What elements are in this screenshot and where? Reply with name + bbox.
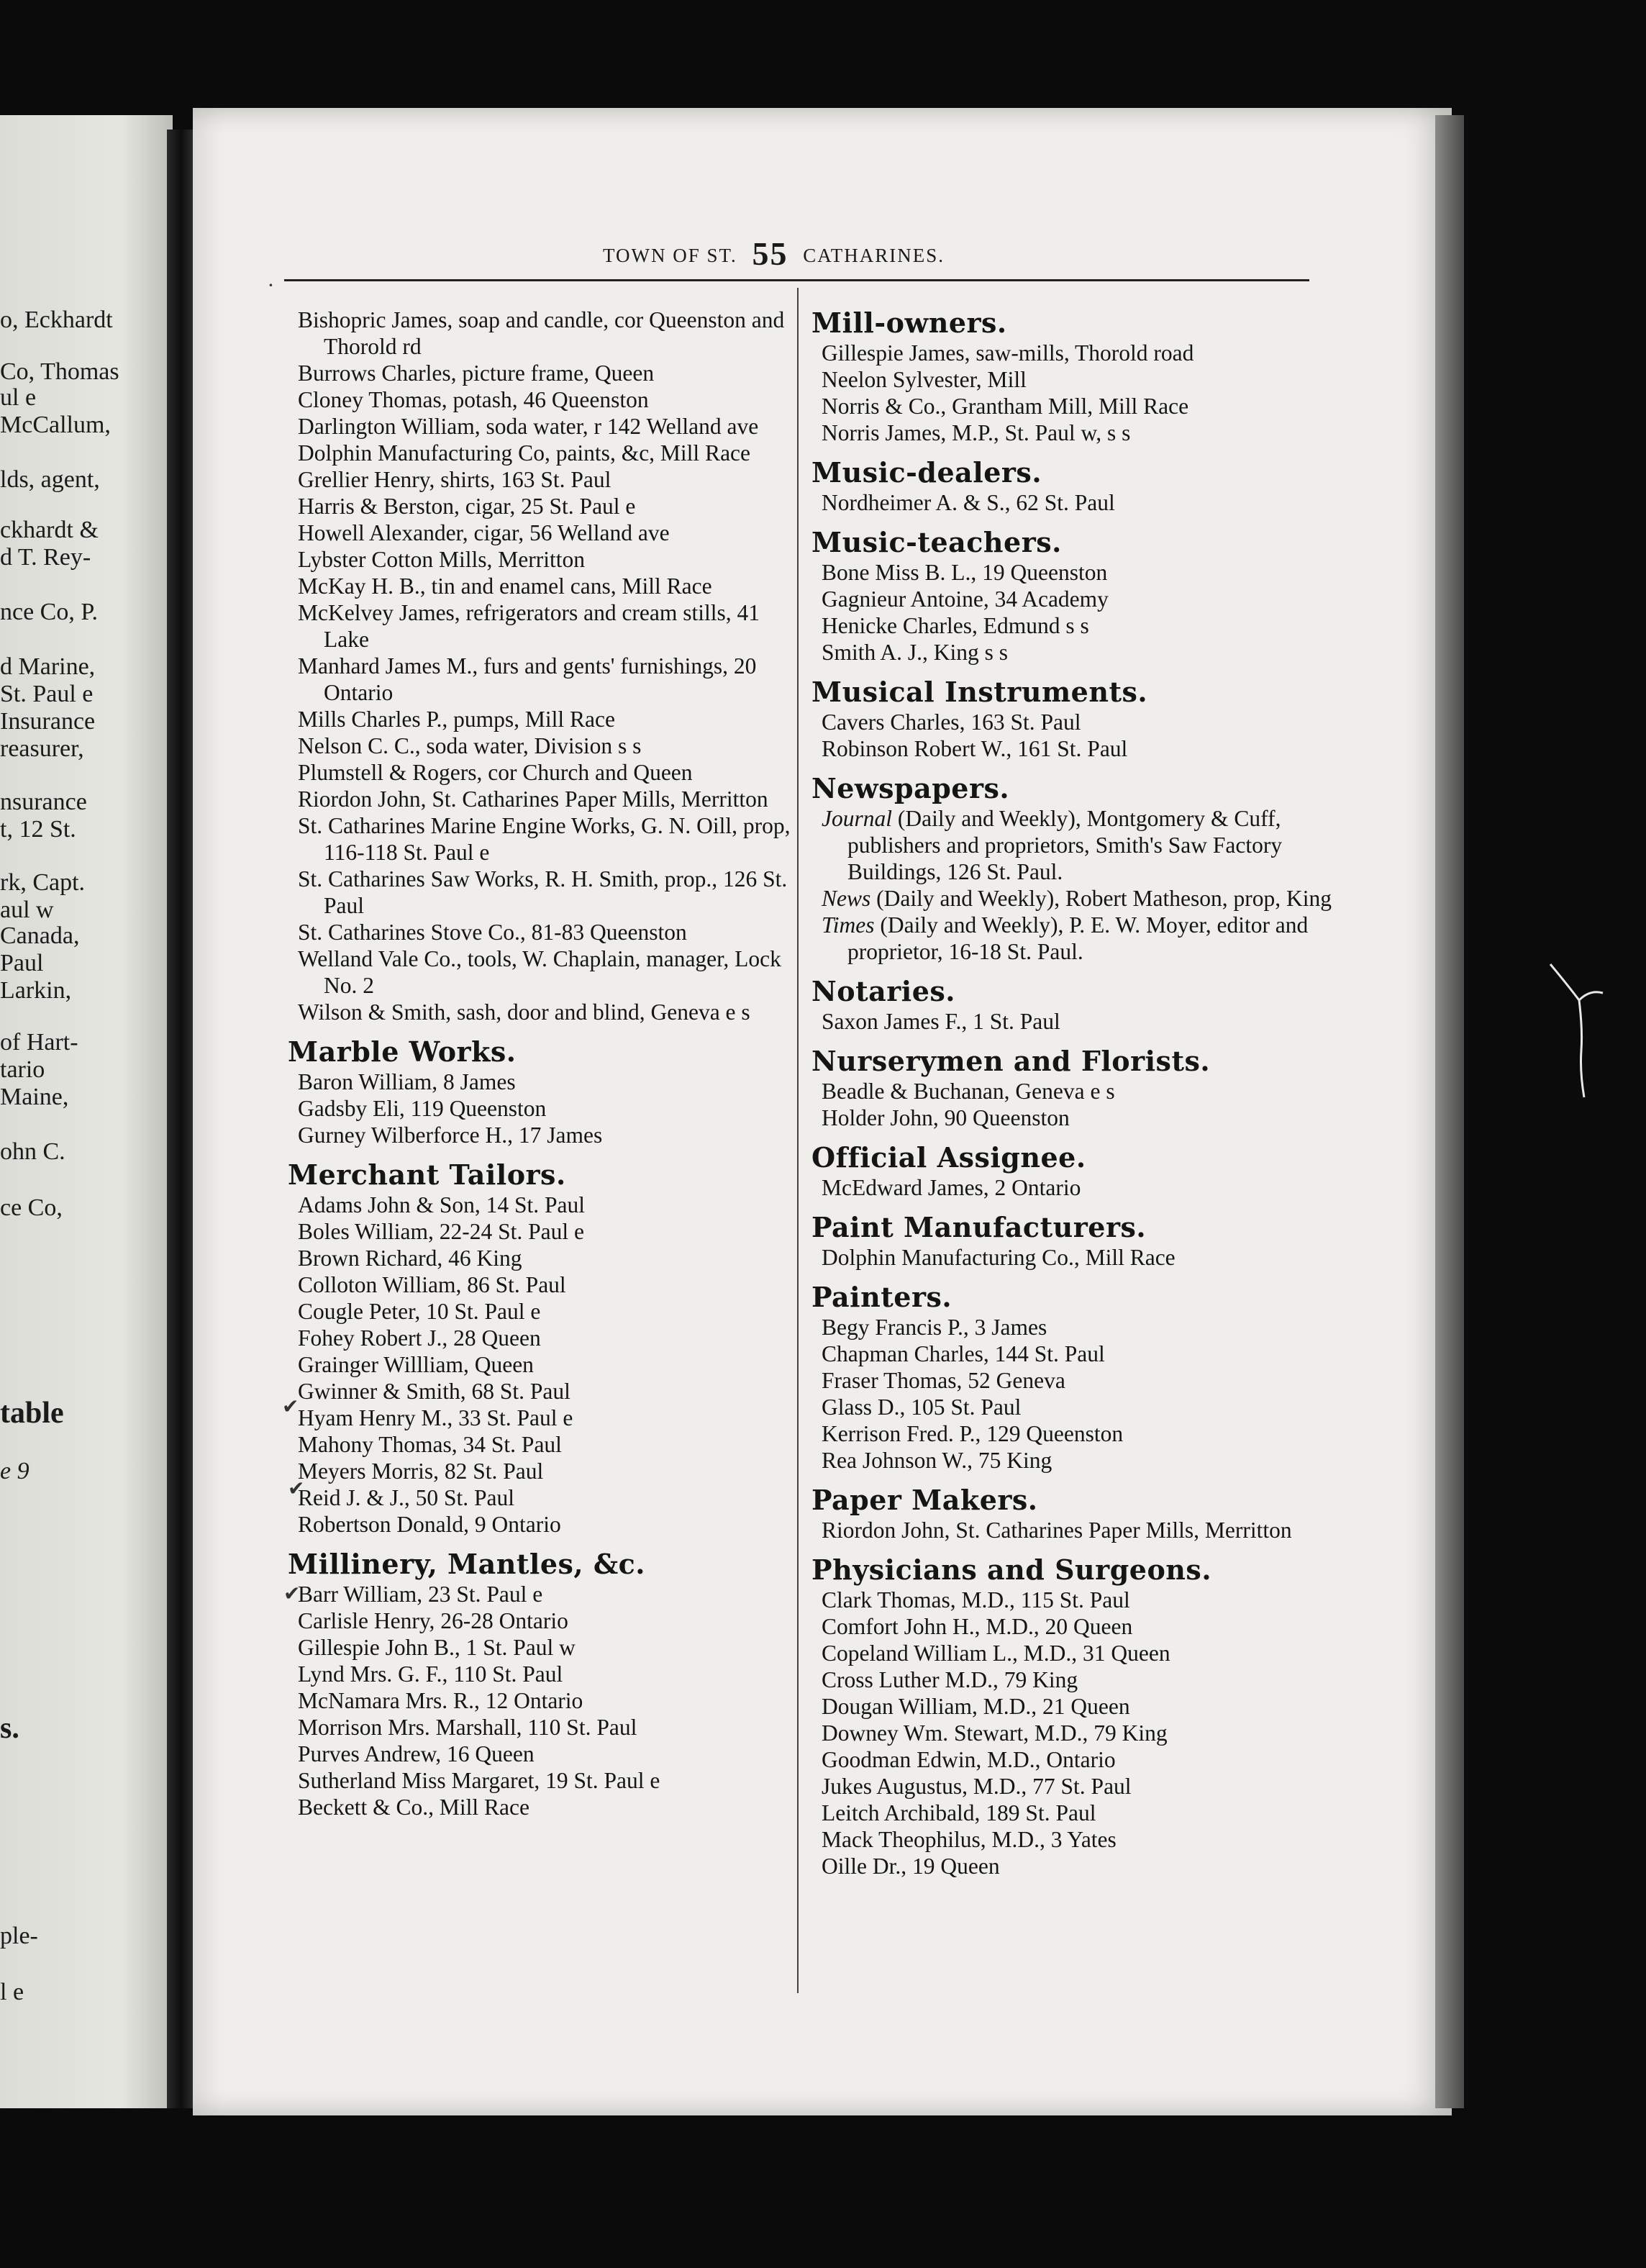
directory-entry: Barr William, 23 St. Paul e <box>298 1582 543 1607</box>
directory-entry: Darlington William, soda water, r 142 Welland ave <box>298 414 759 439</box>
facing-page-fragment: of Hart- <box>0 1029 78 1056</box>
facing-page-fragment: Canada, <box>0 922 80 949</box>
facing-page-fragment: ckhardt & <box>0 517 99 543</box>
directory-entry: Downey Wm. Stewart, M.D., 79 King <box>822 1720 1168 1746</box>
directory-entry: Glass D., 105 St. Paul <box>822 1394 1022 1420</box>
facing-page-fragment: Co, Thomas <box>0 358 119 385</box>
directory-entry: Henicke Charles, Edmund s s <box>822 613 1089 638</box>
directory-entry: Gurney Wilberforce H., 17 James <box>298 1122 603 1148</box>
section-heading: Paper Makers. <box>811 1484 1038 1516</box>
facing-page-fragment: Maine, <box>0 1084 69 1110</box>
directory-entry: Mack Theophilus, M.D., 3 Yates <box>822 1827 1117 1852</box>
directory-entry: Chapman Charles, 144 St. Paul <box>822 1341 1105 1366</box>
facing-page-fragment: t, 12 St. <box>0 816 76 843</box>
section-heading: Nurserymen and Florists. <box>811 1045 1211 1077</box>
directory-entry: Bone Miss B. L., 19 Queenston <box>822 560 1108 585</box>
section-heading: Marble Works. <box>288 1035 517 1068</box>
header-rule <box>284 279 1309 281</box>
section-heading: Painters. <box>811 1281 952 1313</box>
directory-entry: Beckett & Co., Mill Race <box>298 1795 529 1820</box>
directory-entry: Cloney Thomas, potash, 46 Queenston <box>298 387 649 412</box>
directory-entry: Harris & Berston, cigar, 25 St. Paul e <box>298 494 636 519</box>
directory-entry: Morrison Mrs. Marshall, 110 St. Paul <box>298 1715 637 1740</box>
directory-entry: Grellier Henry, shirts, 163 St. Paul <box>298 467 611 492</box>
newspaper-title: News <box>822 886 871 911</box>
facing-page-fragment: ce Co, <box>0 1194 63 1221</box>
tick-mark: ✔ <box>283 1582 301 1605</box>
directory-entry: Comfort John H., M.D., 20 Queen <box>822 1614 1133 1639</box>
directory-entry: Baron William, 8 James <box>298 1069 516 1094</box>
directory-entry: St. Catharines Marine Engine Works, G. N. Oill, prop, 116-118 St. Paul e <box>298 813 791 865</box>
section-heading: Music-dealers. <box>811 456 1042 489</box>
directory-entry: Gwinner & Smith, 68 St. Paul <box>298 1379 570 1404</box>
directory-entry: Grainger Willliam, Queen <box>298 1352 534 1377</box>
directory-entry: Dolphin Manufacturing Co., Mill Race <box>822 1245 1176 1270</box>
facing-page-fragment: reasurer, <box>0 735 84 762</box>
directory-entry: Dolphin Manufacturing Co, paints, &c, Mill Race <box>298 440 751 466</box>
directory-entry: Meyers Morris, 82 St. Paul <box>298 1459 544 1484</box>
directory-entry: Lybster Cotton Mills, Merritton <box>298 547 585 572</box>
directory-entry: Burrows Charles, picture frame, Queen <box>298 360 655 386</box>
facing-page-fragment: l e <box>0 1979 24 2005</box>
directory-entry: Lynd Mrs. G. F., 110 St. Paul <box>298 1661 563 1687</box>
directory-entry: Saxon James F., 1 St. Paul <box>822 1009 1060 1034</box>
directory-entry <box>822 805 1344 885</box>
directory-entry: Carlisle Henry, 26-28 Ontario <box>298 1608 568 1633</box>
directory-entry <box>822 885 1344 912</box>
facing-page-fragment: ul e <box>0 384 37 411</box>
directory-entry: Colloton William, 86 St. Paul <box>298 1272 566 1297</box>
directory-entry: Leitch Archibald, 189 St. Paul <box>822 1800 1096 1825</box>
directory-entry: Nordheimer A. & S., 62 St. Paul <box>822 490 1115 515</box>
directory-entry: Norris & Co., Grantham Mill, Mill Race <box>822 394 1189 419</box>
newspaper-title: Journal <box>822 806 892 831</box>
directory-entry: Riordon John, St. Catharines Paper Mills, Merritton <box>298 786 768 812</box>
directory-entry: Begy Francis P., 3 James <box>822 1315 1047 1340</box>
directory-entry: Holder John, 90 Queenston <box>822 1105 1070 1130</box>
directory-entry: Hyam Henry M., 33 St. Paul e <box>298 1405 573 1430</box>
facing-page-fragment: rk, Capt. <box>0 869 86 896</box>
directory-entry: McEdward James, 2 Ontario <box>822 1175 1081 1200</box>
directory-entry: Robinson Robert W., 161 St. Paul <box>822 736 1128 761</box>
tick-mark: ✔ <box>288 1477 305 1500</box>
directory-entry: Plumstell & Rogers, cor Church and Queen <box>298 760 693 785</box>
directory-entry: St. Catharines Stove Co., 81-83 Queenston <box>298 920 687 945</box>
facing-page-fragment: nce Co, P. <box>0 599 98 625</box>
directory-entry: Wilson & Smith, sash, door and blind, Geneva e s <box>298 999 750 1025</box>
directory-entry: Jukes Augustus, M.D., 77 St. Paul <box>822 1774 1132 1799</box>
directory-entry: Smith A. J., King s s <box>822 640 1009 665</box>
section-heading: Notaries. <box>811 975 956 1007</box>
section-heading: Merchant Tailors. <box>288 1158 566 1191</box>
facing-page-fragment: s. <box>0 1712 19 1745</box>
facing-page-left <box>0 115 173 2108</box>
section-heading: Physicians and Surgeons. <box>811 1553 1212 1586</box>
directory-entry: Neelon Sylvester, Mill <box>822 367 1027 392</box>
running-header <box>603 232 945 270</box>
newspaper-details: (Daily and Weekly), P. E. W. Moyer, editor and proprietor, 16-18 St. Paul. <box>847 912 1309 964</box>
facing-page-fragment: table <box>0 1397 64 1430</box>
directory-entry: Adams John & Son, 14 St. Paul <box>298 1192 586 1217</box>
paper-fiber-artifact <box>1547 957 1604 1101</box>
facing-page-fragment: d Marine, <box>0 653 96 680</box>
right-column <box>811 307 1344 1879</box>
page-number: 55 <box>752 235 788 272</box>
directory-entry: Fraser Thomas, 52 Geneva <box>822 1368 1065 1393</box>
directory-entry: St. Catharines Saw Works, R. H. Smith, prop., 126 St. Paul <box>298 866 788 918</box>
directory-entry: Riordon John, St. Catharines Paper Mills, Merritton <box>822 1518 1292 1543</box>
directory-entry: McKay H. B., tin and enamel cans, Mill Race <box>298 573 712 599</box>
directory-entry: Mahony Thomas, 34 St. Paul <box>298 1432 562 1457</box>
facing-page-fragment: d T. Rey- <box>0 544 91 571</box>
directory-entry: Nelson C. C., soda water, Division s s <box>298 733 642 758</box>
facing-page-fragment: o, Eckhardt <box>0 307 113 333</box>
directory-entry: Rea Johnson W., 75 King <box>822 1448 1052 1473</box>
directory-entry: Clark Thomas, M.D., 115 St. Paul <box>822 1587 1130 1612</box>
directory-entry <box>822 912 1344 965</box>
directory-entry: Reid J. & J., 50 St. Paul <box>298 1485 515 1510</box>
directory-entry: Copeland William L., M.D., 31 Queen <box>822 1641 1170 1666</box>
section-heading: Musical Instruments. <box>811 676 1148 708</box>
facing-page-fragment: e 9 <box>0 1458 29 1484</box>
directory-entry: Manhard James M., furs and gents' furnishings, 20 Ontario <box>298 653 757 705</box>
directory-entry: Beadle & Buchanan, Geneva e s <box>822 1079 1115 1104</box>
directory-entry: Dougan William, M.D., 21 Queen <box>822 1694 1130 1719</box>
directory-entry: Boles William, 22-24 St. Paul e <box>298 1219 585 1244</box>
directory-entry: McKelvey James, refrigerators and cream stills, 41 Lake <box>298 600 760 652</box>
facing-page-fragment: nsurance <box>0 789 87 815</box>
facing-page-fragment: Paul <box>0 950 44 976</box>
directory-entry: Mills Charles P., pumps, Mill Race <box>298 707 615 732</box>
directory-entry: Sutherland Miss Margaret, 19 St. Paul e <box>298 1768 660 1793</box>
page-edge <box>1435 115 1464 2108</box>
newspaper-title: Times <box>822 912 875 938</box>
directory-entry: Norris James, M.P., St. Paul w, s s <box>822 420 1131 445</box>
directory-entry: Gadsby Eli, 119 Queenston <box>298 1096 547 1121</box>
directory-entry: Purves Andrew, 16 Queen <box>298 1741 535 1766</box>
directory-entry: McNamara Mrs. R., 12 Ontario <box>298 1688 583 1713</box>
directory-entry: Gagnieur Antoine, 34 Academy <box>822 586 1109 612</box>
left-column <box>288 307 791 1820</box>
facing-page-fragment: Insurance <box>0 708 96 735</box>
directory-entry: Kerrison Fred. P., 129 Queenston <box>822 1421 1124 1446</box>
directory-entry: Gillespie James, saw-mills, Thorold road <box>822 340 1194 366</box>
directory-entry: Fohey Robert J., 28 Queen <box>298 1325 541 1351</box>
facing-page-fragment: tario <box>0 1056 45 1083</box>
directory-entry: Brown Richard, 46 King <box>298 1246 522 1271</box>
directory-entry: Bishopric James, soap and candle, cor Queenston and Thorold rd <box>298 307 785 359</box>
header-right: CATHARINES. <box>803 245 945 266</box>
facing-page-fragment: aul w <box>0 897 54 923</box>
directory-entry: Cross Luther M.D., 79 King <box>822 1667 1078 1692</box>
facing-page-fragment: ple- <box>0 1923 38 1949</box>
facing-page-fragment: ohn C. <box>0 1138 65 1165</box>
directory-entry: Welland Vale Co., tools, W. Chaplain, manager, Lock No. 2 <box>298 946 781 998</box>
section-heading: Mill-owners. <box>811 307 1007 339</box>
directory-entry: Cougle Peter, 10 St. Paul e <box>298 1299 541 1324</box>
newspaper-details: (Daily and Weekly), Robert Matheson, prop, King <box>870 886 1332 911</box>
section-heading: Music-teachers. <box>811 526 1062 558</box>
section-heading: Paint Manufacturers. <box>811 1211 1147 1243</box>
directory-entry: Howell Alexander, cigar, 56 Welland ave <box>298 520 670 545</box>
directory-entry: Gillespie John B., 1 St. Paul w <box>298 1635 576 1660</box>
section-heading: Newspapers. <box>811 772 1010 804</box>
facing-page-fragment: St. Paul e <box>0 681 94 707</box>
header-left: TOWN OF ST. <box>603 245 737 266</box>
facing-page-fragment: McCallum, <box>0 412 111 438</box>
facing-page-fragment: lds, agent, <box>0 466 100 493</box>
book-gutter <box>167 130 196 2108</box>
directory-entry: Robertson Donald, 9 Ontario <box>298 1512 561 1537</box>
tick-mark: ✔ <box>282 1394 299 1418</box>
directory-entry: Cavers Charles, 163 St. Paul <box>822 709 1081 735</box>
section-heading: Official Assignee. <box>811 1141 1086 1174</box>
directory-entry: Oille Dr., 19 Queen <box>822 1854 1000 1879</box>
facing-page-fragment: Larkin, <box>0 977 72 1004</box>
directory-entry: Goodman Edwin, M.D., Ontario <box>822 1747 1116 1772</box>
newspaper-details: (Daily and Weekly), Montgomery & Cuff, publishers and proprietors, Smith's Saw Factory Buildings, 126 St. Paul. <box>847 806 1283 884</box>
section-heading: Millinery, Mantles, &c. <box>288 1548 646 1580</box>
stray-mark: · <box>268 273 274 297</box>
column-divider <box>797 288 799 1993</box>
